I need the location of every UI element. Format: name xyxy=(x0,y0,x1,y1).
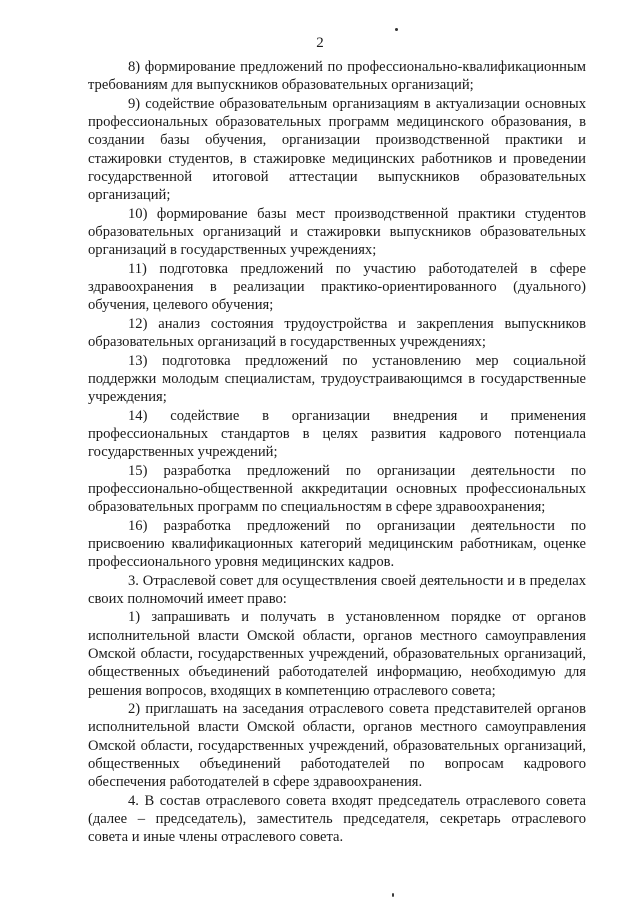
paragraph-item-11: 11) подготовка предложений по участию работодателей в сфере здравоохранения в реализации практико-ориентированного (дуального) обучения, целевого обучения; xyxy=(88,260,586,314)
document-body xyxy=(88,58,586,847)
scan-speck xyxy=(392,893,394,897)
paragraph-item-15: 15) разработка предложений по организации деятельности по профессионально-общественной аккредитации основных профессиональных образовательных программ по специальностям в сфере здравоохранения; xyxy=(88,462,586,516)
paragraph-item-9: 9) содействие образовательным организациям в актуализации основных профессиональных образовательных программ медицинского образования, в создании базы обучения, организации производственной практики и стажировки студентов, в стажировке медицинских работников и проведении государственной итоговой аттестации выпускников образовательных организаций; xyxy=(88,95,586,204)
scan-speck xyxy=(395,28,398,31)
right-item-1: 1) запрашивать и получать в установленном порядке от органов исполнительной власти Омской области, органов местного самоуправления Омской области, государственных учреждений, образовательных организаций, общественных объединений работодателей информацию, необходимую для решения вопросов, входящих в компетенцию отраслевого совета; xyxy=(88,609,586,699)
paragraph-item-8: 8) формирование предложений по профессионально-квалификационным требованиям для выпускников образовательных организаций; xyxy=(88,59,586,94)
section-4-paragraph: 4. В состав отраслевого совета входят председатель отраслевого совета (далее – председатель), заместитель председателя, секретарь отраслевого совета и иные члены отраслевого совета. xyxy=(88,792,586,846)
paragraph-item-13: 13) подготовка предложений по установлению мер социальной поддержки молодым специалистам, трудоустраивающимся в государственные учреждения; xyxy=(88,352,586,406)
right-item-2: 2) приглашать на заседания отраслевого совета представителей органов исполнительной власти Омской области, органов местного самоуправления Омской области, государственных учреждений, образовательных организаций, общественных объединений работодателей по вопросам кадрового обеспечения работодателей в сфере здравоохранения. xyxy=(88,701,586,791)
paragraph-item-14: 14) содействие в организации внедрения и применения профессиональных стандартов в целях развития кадрового потенциала государственных учреждений; xyxy=(88,407,586,461)
paragraph-item-16: 16) разработка предложений по организации деятельности по присвоению квалификационных категорий медицинским работникам, оценке профессионального уровня медицинских кадров. xyxy=(88,517,586,571)
section-3-heading: 3. Отраслевой совет для осуществления своей деятельности и в пределах своих полномочий имеет право: xyxy=(88,572,586,607)
paragraph-item-12: 12) анализ состояния трудоустройства и закрепления выпускников образовательных организаций в государственных учреждениях; xyxy=(88,315,586,351)
paragraph-item-10: 10) формирование базы мест производственной практики студентов образовательных организаций и стажировки выпускников образовательных организаций в государственных учреждениях; xyxy=(88,205,586,259)
page-number: 2 xyxy=(316,35,324,51)
